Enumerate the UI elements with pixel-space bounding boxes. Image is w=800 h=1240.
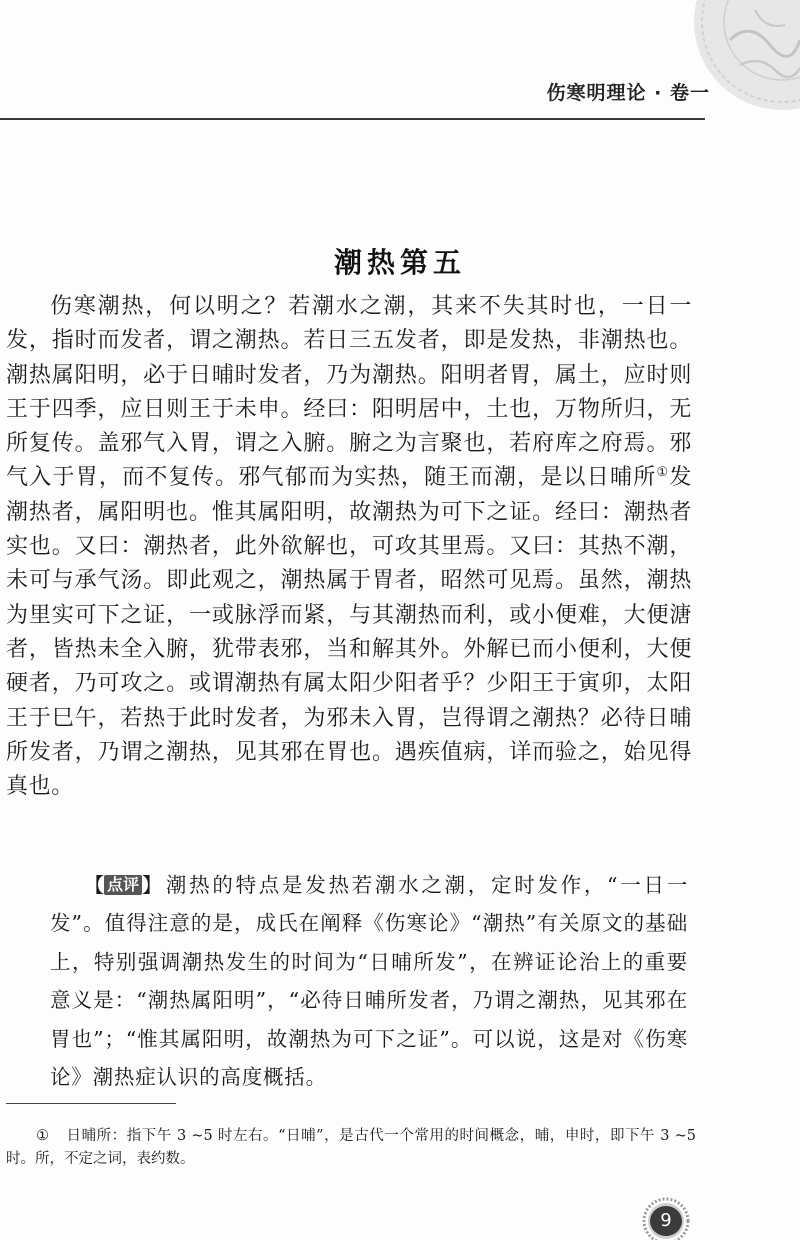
tag-bracket-close: 】 (142, 873, 163, 897)
chapter-title: 潮热第五 (333, 245, 466, 279)
commentary-tag (84, 866, 162, 904)
commentary-text: 潮热的特点是发热若潮水之潮，定时发作，“一日一发”。值得注意的是，成氏在阐释《伤寒论》“潮热”有关原文的基础上，特别强调潮热发生的时间为“日晡所发”，在辨证论治上的重要意义是：“潮热属阳明”，“必待日晡所发者，乃谓之潮热，见其邪在胃也”；“惟其属阳明，故潮热为可下之证”。可以说，这是对《伤寒论》潮热症认识的高度概括。 (50, 873, 688, 1090)
footnote-rule (6, 1103, 176, 1104)
footnote (6, 1125, 696, 1171)
running-head: 伤寒明理论 · 卷一 (546, 82, 710, 104)
footnote-marker: ① (36, 1128, 49, 1144)
main-text-part-2: 发潮热者，属阳明也。惟其属阳明，故潮热为可下之证。经曰：潮热者实也。又曰：潮热者，此外欲解也，可攻其里焉。又曰：其热不潮，未可与承气汤。即此观之，潮热属于胃者，昭然可见焉。虽然，潮热为里实可下之证，一或脉浮而紧，与其潮热而利，或小便难，大便溏者，皆热未全入腑，犹带表邪，当和解其外。外解已而小便利，大便硬者，乃可攻之。或谓潮热有属太阳少阳者乎？少阳王于寅卯，太阳王于巳午，若热于此时发者，为邪未入胃，岂得谓之潮热？必待日晡所发者，乃谓之潮热，见其邪在胃也。遇疾值病，详而验之，始见得真也。 (6, 465, 692, 800)
header-rule (0, 118, 705, 120)
tag-bracket-open: 【 (84, 873, 104, 897)
main-text (6, 290, 692, 804)
footnote-reference[interactable]: ① (656, 465, 670, 481)
footnote-text: 日晡所：指下午 3 ~5 时左右。“日晡”，是古代一个常用的时间概念，晡，申时，即下午 3 ~5 时。所，不定之词，表约数。 (6, 1128, 696, 1167)
main-text-part-1: 伤寒潮热，何以明之？若潮水之潮，其来不失其时也，一日一发，指时而发者，谓之潮热。若日三五发者，即是发热，非潮热也。潮热属阳明，必于日晡时发者，乃为潮热。阳明者胃，属土，应时则王于四季，应日则王于未申。经曰：阳明居中，土也，万物所归，无所复传。盖邪气入胃，谓之入腑。腑之为言聚也，若府库之府焉。邪气入于胃，而不复传。邪气郁而为实热，随王而潮，是以日晡所 (6, 294, 692, 491)
commentary-label: 点评 (104, 875, 142, 895)
page-number: 9 (650, 1206, 682, 1236)
page-number-badge (638, 1196, 694, 1240)
commentary-paragraph (50, 866, 688, 1096)
